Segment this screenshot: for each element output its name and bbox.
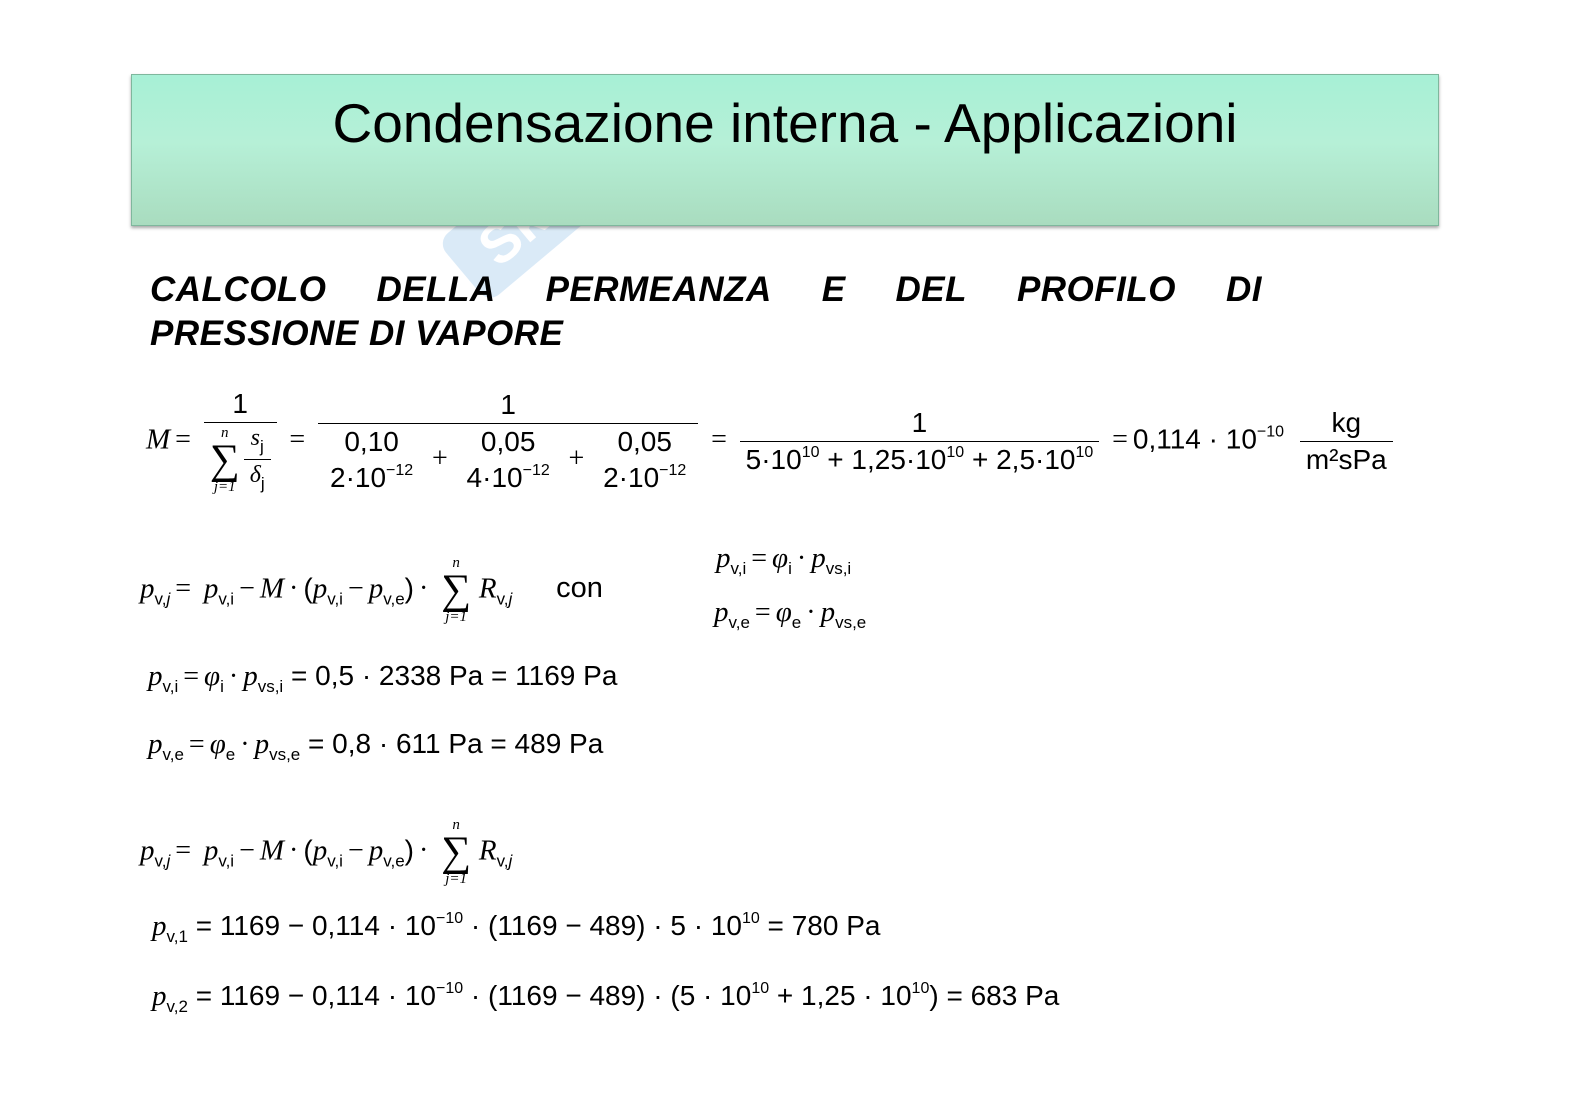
computation-pv2: $p_{v,2} = 1169 - 0,114 \cdot 10^{-10} \cdot (1169 - 489) \cdot (5 \cdot 10^{10} + 1,25 \cdot 10^{10}) = 683$ Pa bbox=[152, 980, 1060, 1016]
computation-pve: $p_{v,e} = \varphi_e \cdot p_{vs,e} = 0,8 \cdot 611$ Pa = 489 Pa bbox=[148, 728, 604, 764]
permeance-equation: M = 1 n ∑ j=1 $\frac{s_j}{\delta_j}$ = 1 0,10 $2\cdot 10^{-12}$ + 0,05 $4\cdot 10^{-12}$ + 0,05 $2\cdot 10^{-12}$ = $\frac{1}{5\cdot 10^{10} + 1,25\cdot 10^{10} + 2,5\cdot 10^{10}}$ = $0,114 \cdot 10^{-10}$ $\frac{kg}{\text{m²sPa}}$ bbox=[146, 388, 1393, 494]
section-heading-line2: PRESSIONE DI VAPORE bbox=[150, 314, 564, 353]
definition-pve: $p_{v,e} = \varphi_e \cdot p_{vs,e}$ bbox=[714, 596, 867, 632]
computation-pvi: $p_{v,i} = \varphi_i \cdot p_{vs,i} = 0,5 \cdot 2338$ Pa = 1169 Pa bbox=[148, 660, 618, 696]
page-title: Condensazione interna - Applicazioni bbox=[332, 92, 1238, 154]
definition-pvi: $p_{v,i} = \varphi_i \cdot p_{vs,i}$ bbox=[716, 542, 852, 578]
heading-word: DELLA bbox=[376, 270, 496, 309]
computation-pv1: $p_{v,1} = 1169 - 0,114 \cdot 10^{-10} \cdot (1169 - 489) \cdot 5 \cdot 10^{10} = 780$ Pa bbox=[152, 910, 881, 946]
heading-word: PROFILO bbox=[1016, 270, 1176, 309]
connector-text: con bbox=[556, 572, 603, 605]
heading-word: CALCOLO bbox=[150, 270, 327, 309]
heading-word: E bbox=[821, 270, 846, 309]
section-heading-line1 bbox=[150, 270, 1262, 310]
heading-word: DEL bbox=[895, 270, 967, 309]
vapour-pressure-formula-repeat: $p_{v,j} = p_{v,i} - M \cdot (p_{v,i} - p_{v,e})$ · n ∑ j=1 $R_{v,j}$ bbox=[140, 817, 513, 887]
heading-word: PERMEANZA bbox=[545, 270, 772, 309]
title-banner bbox=[131, 74, 1439, 226]
vapour-pressure-formula: $p_{v,j} = p_{v,i} - M \cdot (p_{v,i} - p_{v,e})$ · n ∑ j=1 $R_{v,j}$ con bbox=[140, 555, 603, 625]
heading-word: DI bbox=[1225, 270, 1262, 309]
